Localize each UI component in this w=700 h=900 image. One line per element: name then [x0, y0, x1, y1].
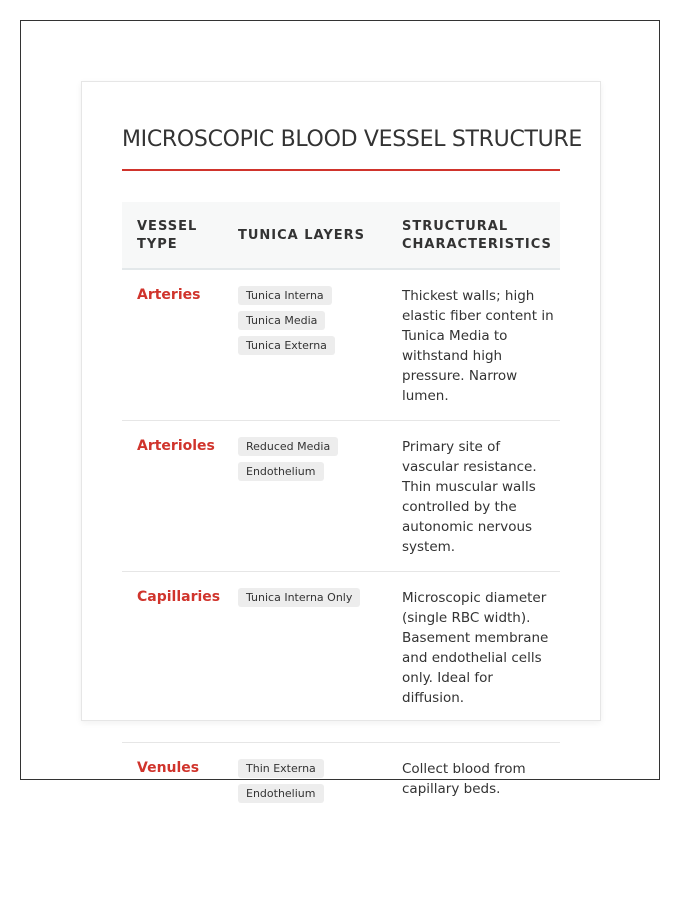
vessel-description: Primary site of vascular resistance. Thin muscular walls controlled by the autonomic nervous system. [402, 439, 537, 555]
vessel-description: Collect blood from capillary beds. [402, 761, 526, 797]
header-tunica-layers: TUNICA LAYERS [238, 228, 366, 243]
table-row-venules [122, 743, 560, 813]
vessel-type: Venules [137, 760, 200, 776]
vessel-type: Arteries [137, 287, 201, 303]
vessel-table [122, 202, 560, 813]
layer-tags [238, 437, 388, 487]
layer-tag: Reduced Media [238, 437, 338, 456]
layer-tag: Tunica Media [238, 311, 325, 330]
layer-tag: Thin Externa [238, 759, 324, 778]
layer-tags [238, 588, 388, 613]
table-row-capillaries [122, 572, 560, 743]
vessel-description: Thickest walls; high elastic fiber content in Tunica Media to withstand high pressure. Narrow lumen. [402, 288, 554, 404]
page-title: MICROSCOPIC BLOOD VESSEL STRUCTURE [122, 127, 583, 152]
vessel-type: Capillaries [137, 589, 221, 605]
layer-tag: Tunica Interna [238, 286, 332, 305]
header-vessel-type: VESSEL TYPE [137, 219, 198, 252]
title-divider [122, 169, 560, 171]
layer-tag: Tunica Externa [238, 336, 335, 355]
layer-tag: Endothelium [238, 462, 324, 481]
layer-tags [238, 759, 388, 809]
header-structural-characteristics: STRUCTURAL CHARACTERISTICS [402, 219, 552, 252]
layer-tag: Tunica Interna Only [238, 588, 360, 607]
table-header [122, 202, 560, 270]
table-row-arterioles [122, 421, 560, 572]
layer-tags [238, 286, 388, 361]
vessel-description: Microscopic diameter (single RBC width). Basement membrane and endothelial cells only. Ideal for diffusion. [402, 590, 549, 706]
table-row-arteries [122, 270, 560, 421]
layer-tag: Endothelium [238, 784, 324, 803]
vessel-type: Arterioles [137, 438, 215, 454]
